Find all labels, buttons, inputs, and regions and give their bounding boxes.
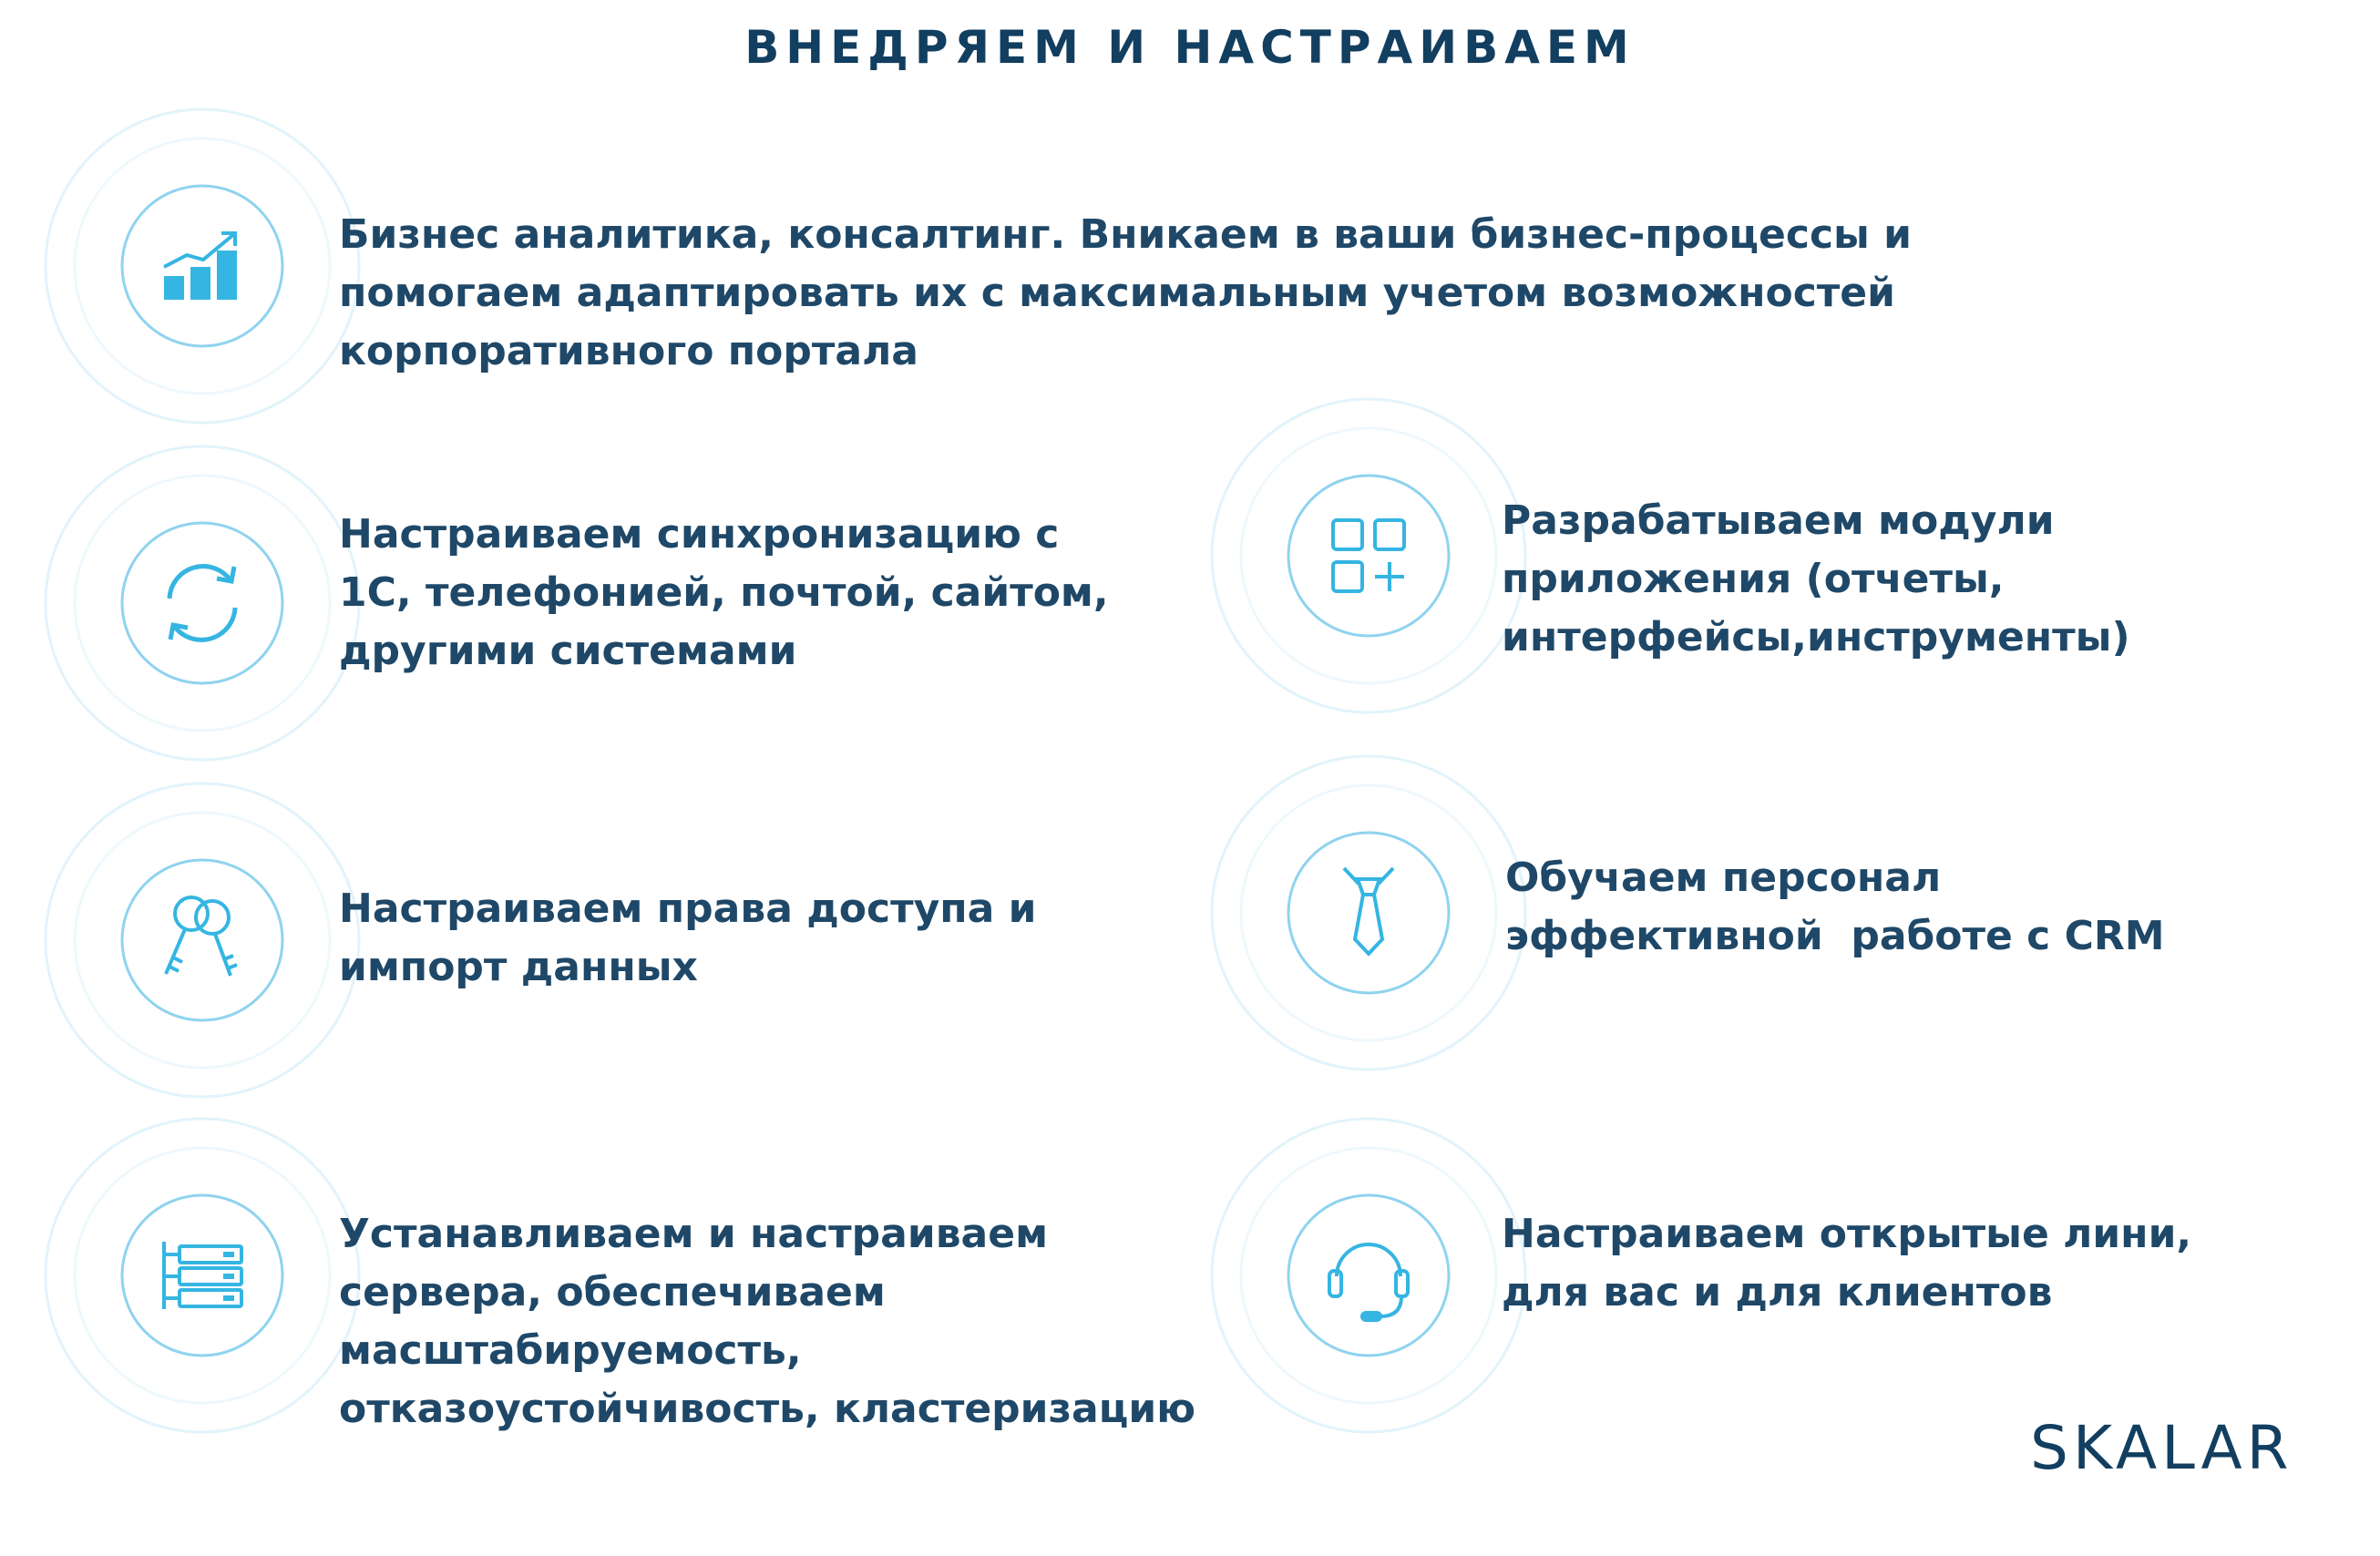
sync-description [339, 506, 1109, 681]
text-line: Обучаем персонал [1505, 855, 1942, 901]
training-description [1505, 849, 2165, 966]
text-line: интерфейсы,инструменты) [1502, 614, 2130, 660]
logo: SKALAR [2030, 1413, 2293, 1483]
sync-icon [41, 442, 364, 764]
text-line: эффективной работе с CRM [1505, 913, 2165, 959]
text-line: Настраиваем открытые лини, [1502, 1211, 2192, 1257]
text-line: Настраиваем синхронизацию с [339, 511, 1060, 558]
text-line: другими системами [339, 628, 797, 674]
servers-icon [41, 1114, 364, 1437]
keys-icon [41, 779, 364, 1101]
text-line: импорт данных [339, 944, 698, 990]
analytics-chart-icon [41, 105, 364, 427]
servers-description [339, 1205, 1195, 1438]
text-line: масштабируемость, [339, 1327, 802, 1374]
access-description [339, 880, 1037, 997]
modules-grid-icon [1207, 394, 1530, 717]
tie-icon [1207, 752, 1530, 1074]
text-line: Бизнес аналитика, консалтинг. Вникаем в ваши бизнес-процессы и [339, 211, 1912, 258]
modules-description [1502, 492, 2130, 667]
text-line: отказоустойчивость, кластеризацию [339, 1386, 1195, 1432]
text-line: Устанавливаем и настраиваем [339, 1211, 1049, 1257]
text-line: 1С, телефонией, почтой, сайтом, [339, 569, 1109, 616]
text-line: Разрабатываем модули [1502, 497, 2055, 544]
text-line: приложения (отчеты, [1502, 556, 2005, 602]
text-line: для вас и для клиентов [1502, 1269, 2053, 1315]
text-line: корпоративного портала [339, 328, 918, 374]
text-line: Настраиваем права доступа и [339, 885, 1037, 932]
page-title: ВНЕДРЯЕМ И НАСТРАИВАЕМ [744, 21, 1636, 74]
analytics-description [339, 206, 1912, 381]
headset-icon [1207, 1114, 1530, 1437]
text-line: помогаем адаптировать их с максимальным учетом возможностей [339, 270, 1895, 316]
text-line: сервера, обеспечиваем [339, 1269, 886, 1315]
openlines-description [1502, 1205, 2191, 1322]
